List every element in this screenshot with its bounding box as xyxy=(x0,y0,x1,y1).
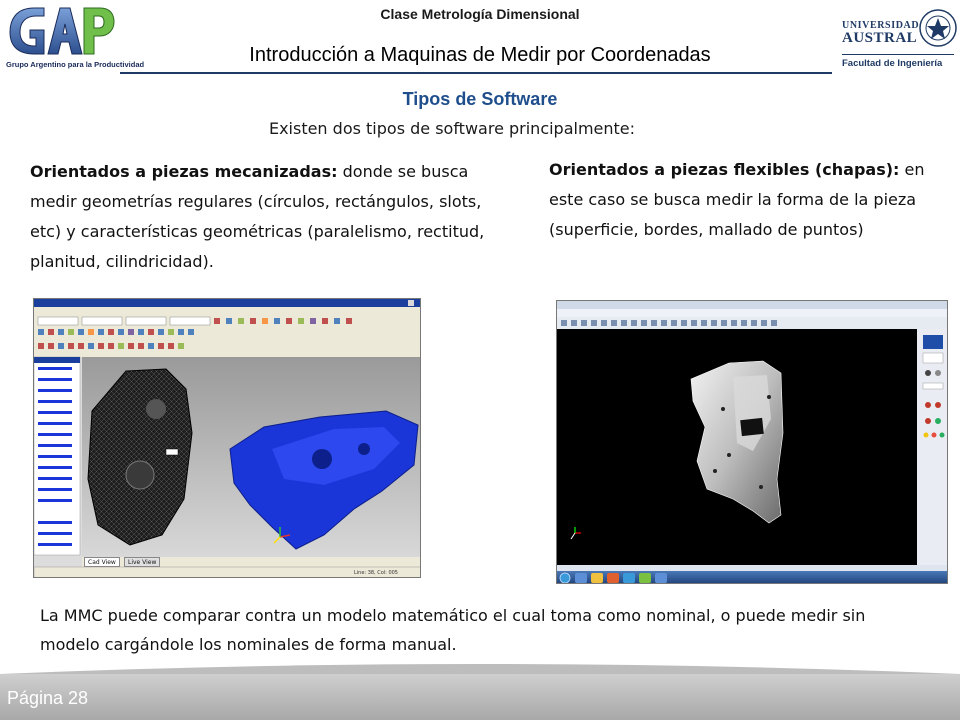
header-rule xyxy=(120,72,832,74)
university-rule xyxy=(842,54,954,55)
section-intro: Existen dos tipos de software principalmente: xyxy=(268,119,636,138)
page-number: Página 28 xyxy=(7,688,89,708)
section-title: Tipos de Software xyxy=(402,89,558,109)
footer-bar xyxy=(0,674,960,720)
cad-view-tab[interactable]: Cad View xyxy=(84,557,120,567)
flexible-parts-software-screenshot xyxy=(556,300,948,584)
course-title: Clase Metrología Dimensional xyxy=(380,6,580,22)
flexible-parts-heading: Orientados a piezas flexibles (chapas): xyxy=(549,160,900,179)
cad-software-image xyxy=(34,299,421,578)
university-name-line1: UNIVERSIDAD xyxy=(842,20,920,31)
machined-parts-description xyxy=(30,157,490,277)
sheet-metal-software-image xyxy=(557,301,948,584)
comparison-note: La MMC puede comparar contra un modelo matemático el cual toma como nominal, o puede medir sin modelo cargándole los nominales de forma manual. xyxy=(40,606,866,654)
gap-logo-caption: Grupo Argentino para la Productividad xyxy=(6,60,145,69)
machined-parts-heading: Orientados a piezas mecanizadas: xyxy=(30,162,338,181)
machined-parts-software-screenshot xyxy=(33,298,421,578)
flexible-parts-body: en este caso se busca medir la forma de la pieza (superficie, bordes, mallado de puntos) xyxy=(549,160,925,239)
flexible-parts-description xyxy=(549,155,949,245)
faculty-name: Facultad de Ingeniería xyxy=(842,58,943,69)
slide-title: Introducción a Maquinas de Medir por Coordenadas xyxy=(249,44,711,66)
machined-parts-body: donde se busca medir geometrías regulares (círculos, rectángulos, slots, etc) y características geométricas (paralelismo, rectitud, planitud, cilindricidad). xyxy=(30,162,485,271)
cad-status-line: Line: 38, Col: 005 xyxy=(354,570,398,576)
university-seal-icon xyxy=(918,8,958,48)
live-view-tab[interactable]: Live View xyxy=(124,557,160,567)
university-name-line2: AUSTRAL xyxy=(842,30,918,46)
